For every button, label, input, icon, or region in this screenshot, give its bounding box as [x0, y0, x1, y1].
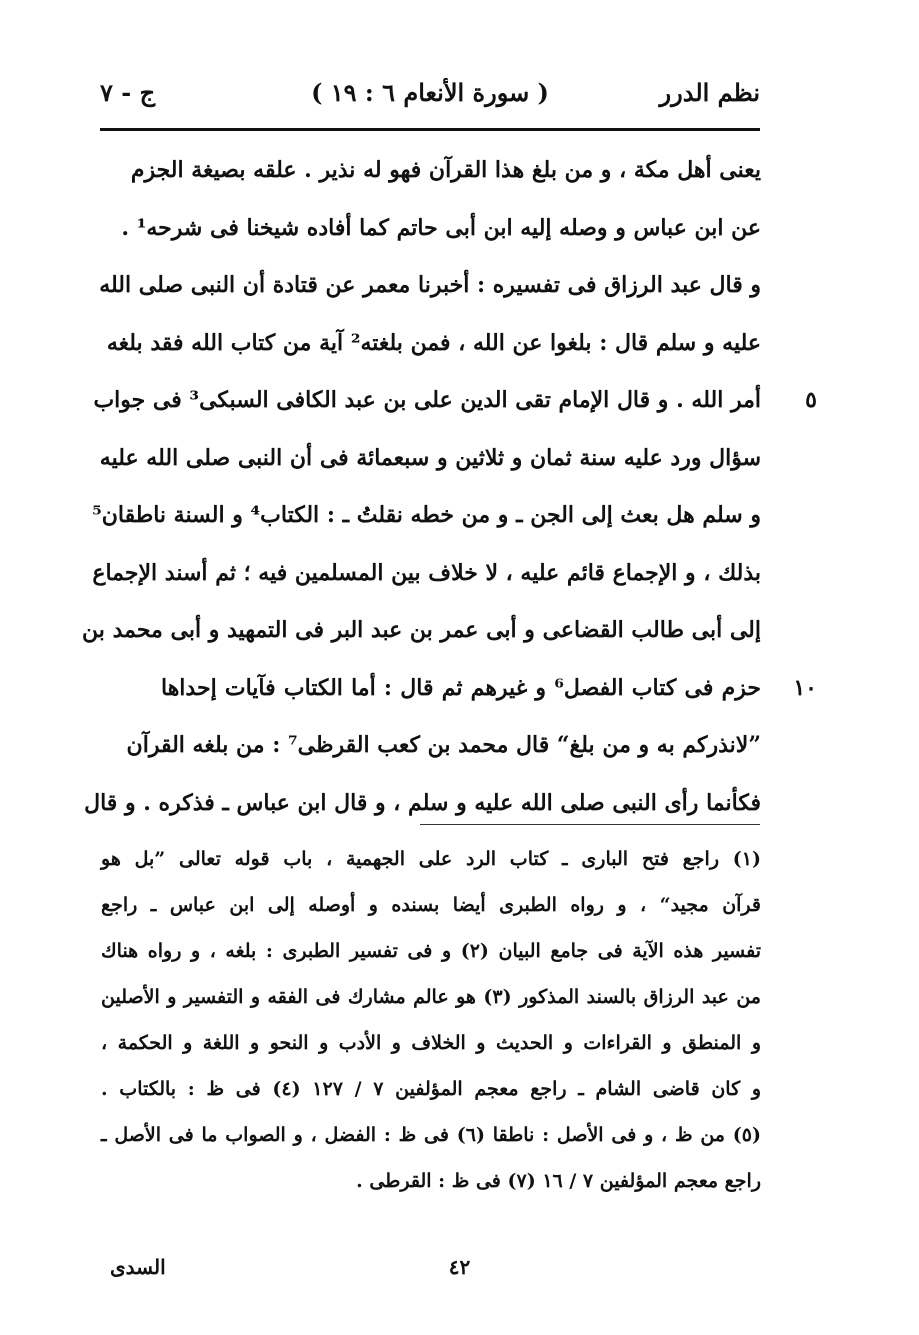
- text-line: [99, 257, 761, 315]
- text-line: [92, 545, 761, 603]
- footnote-line: و كان قاضى الشام ـ راجع معجم المؤلفين ٧ / ١٢٧ (٤) فى ظ : بالكتاب .: [101, 1078, 762, 1100]
- line-text: ”لانذركم به و من بلغ“ قال محمد بن كعب القرظى⁷ : من بلغه القرآن: [126, 732, 761, 758]
- text-line: [82, 602, 761, 660]
- line-text: إلى أبى طالب القضاعى و أبى عمر بن عبد البر فى التمهيد و أبى محمد بن: [82, 617, 761, 643]
- text-line: [99, 430, 761, 488]
- footnotes: [101, 836, 761, 1204]
- printer-signature: السدى: [110, 1255, 166, 1279]
- line-text: أمر الله . و قال الإمام تقى الدين على بن عبد الكافى السبكى³ فى جواب: [93, 387, 761, 413]
- text-line: [121, 200, 761, 258]
- line-text: و قال عبد الرزاق فى تفسيره : أخبرنا معمر عن قتادة أن النبى صلى الله: [99, 272, 761, 298]
- text-line: [126, 717, 761, 775]
- page-number: ٤٢: [448, 1255, 471, 1279]
- book-title: نظم الدرر: [659, 78, 760, 107]
- line-text: فكأنما رأى النبى صلى الله عليه و سلم ، و قال ابن عباس ـ فذكره . و قال: [84, 789, 761, 816]
- line-text: عليه و سلم قال : بلغوا عن الله ، فمن بلغته² آية من كتاب الله فقد بلغه: [106, 329, 761, 356]
- footnote-line: (٥) من ظ ، و فى الأصل : ناطقا (٦) فى ظ : الفضل ، و الصواب ما فى الأصل ـ: [101, 1124, 761, 1146]
- line-text: سؤال ورد عليه سنة ثمان و ثلاثين و سبعمائة فى أن النبى صلى الله عليه: [99, 444, 761, 471]
- footnote-line: راجع معجم المؤلفين ٧ / ١٦ (٧) فى ظ : القرطى .: [356, 1170, 761, 1192]
- footnote-divider: [420, 824, 760, 825]
- line-text: يعنى أهل مكة ، و من بلغ هذا القرآن فهو له نذير . علقه بصيغة الجزم: [130, 157, 761, 183]
- main-text: [82, 142, 817, 832]
- page-header: [100, 78, 760, 120]
- volume-number: ج - ٧: [100, 78, 156, 107]
- footnote-line: قرآن مجيد“ ، و رواه الطبرى أيضا بسنده و أوصله إلى ابن عباس ـ راجع: [101, 894, 761, 916]
- footnote-line: (١) راجع فتح البارى ـ كتاب الرد على الجهمية ، باب قوله تعالى ”بل هو: [101, 848, 761, 870]
- footnote-line: و المنطق و القراءات و الحديث و الخلاف و الأدب و النحو و اللغة و الحكمة ،: [101, 1032, 761, 1054]
- line-number: ٥: [805, 387, 817, 413]
- line-number: ١٠: [793, 674, 817, 701]
- line-text: عن ابن عباس و وصله إليه ابن أبى حاتم كما أفاده شيخنا فى شرحه¹ .: [121, 214, 761, 241]
- text-line: [130, 142, 761, 200]
- line-text: بذلك ، و الإجماع قائم عليه ، لا خلاف بين المسلمين فيه ؛ ثم أسند الإجماع: [92, 559, 761, 586]
- text-line: [106, 315, 761, 373]
- line-text: و سلم هل بعث إلى الجن ـ و من خطه نقلتُ ـ : الكتاب⁴ و السنة ناطقان⁵: [92, 502, 761, 528]
- text-line: [161, 660, 817, 718]
- text-line: [93, 372, 817, 430]
- text-line: [92, 487, 761, 545]
- header-divider: [100, 128, 760, 131]
- footnote-line: تفسير هذه الآية فى جامع البيان (٢) و فى تفسير الطبرى : بلغه ، و رواه هناك: [101, 940, 761, 962]
- footnote-line: من عبد الرزاق بالسند المذكور (٣) هو عالم مشارك فى الفقه و التفسير و الأصلين: [101, 986, 761, 1008]
- surah-reference: ( سورة الأنعام ٦ : ١٩ ): [311, 78, 549, 107]
- line-text: حزم فى كتاب الفصل⁶ و غيرهم ثم قال : أما الكتاب فآيات إحداها: [161, 674, 761, 701]
